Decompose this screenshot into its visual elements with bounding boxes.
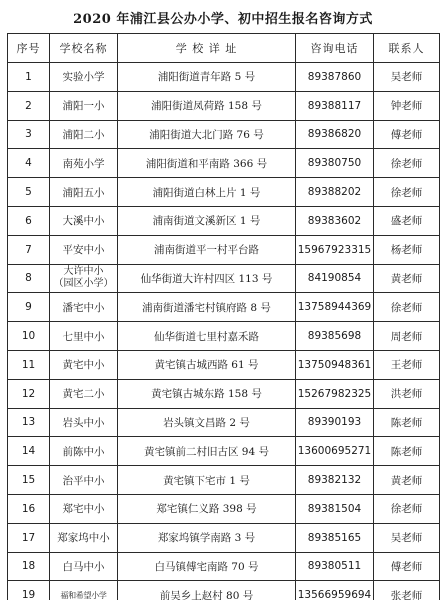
school-address: 黄宅镇前二村旧古区 94 号 — [118, 437, 296, 466]
row-number: 18 — [8, 552, 50, 581]
school-name: 七里中小 — [50, 322, 118, 351]
row-number: 11 — [8, 350, 50, 379]
school-contact-table — [7, 33, 440, 600]
row-number: 9 — [8, 293, 50, 322]
contact-person: 洪老师 — [374, 379, 440, 408]
school-name: 前陈中小 — [50, 437, 118, 466]
school-name: 浦阳一小 — [50, 91, 118, 120]
row-number: 14 — [8, 437, 50, 466]
row-number: 17 — [8, 523, 50, 552]
contact-person: 吴老师 — [374, 523, 440, 552]
contact-person: 杨老师 — [374, 235, 440, 264]
phone-number: 89385165 — [296, 523, 374, 552]
table-row — [8, 350, 440, 379]
table-body — [8, 63, 440, 600]
school-name: 潘宅中小 — [50, 293, 118, 322]
table-row — [8, 437, 440, 466]
school-name: 大溪中小 — [50, 206, 118, 235]
school-address: 郑宅镇仁义路 398 号 — [118, 494, 296, 523]
school-name-line: （园区小学） — [53, 278, 114, 290]
school-address: 白马镇傅宅南路 70 号 — [118, 552, 296, 581]
header-school-name: 学校名称 — [50, 34, 118, 63]
contact-person: 黄老师 — [374, 264, 440, 293]
table-row — [8, 149, 440, 178]
row-number: 2 — [8, 91, 50, 120]
row-number: 12 — [8, 379, 50, 408]
school-name: 黄宅二小 — [50, 379, 118, 408]
school-name: 南苑小学 — [50, 149, 118, 178]
school-address: 浦南街道平一村平台路 — [118, 235, 296, 264]
school-name: 黄宅中小 — [50, 350, 118, 379]
row-number: 8 — [8, 264, 50, 293]
row-number: 6 — [8, 206, 50, 235]
contact-person: 吴老师 — [374, 63, 440, 92]
table-row — [8, 552, 440, 581]
row-number: 19 — [8, 581, 50, 600]
contact-person: 王老师 — [374, 350, 440, 379]
school-address: 黄宅镇古城东路 158 号 — [118, 379, 296, 408]
phone-number: 89383602 — [296, 206, 374, 235]
row-number: 7 — [8, 235, 50, 264]
row-number: 5 — [8, 178, 50, 207]
row-number: 13 — [8, 408, 50, 437]
school-name-line: 大许中小 — [63, 266, 104, 278]
contact-person: 徐老师 — [374, 293, 440, 322]
contact-person: 陈老师 — [374, 408, 440, 437]
document-title: 2020 年浦江县公办小学、初中招生报名咨询方式 — [73, 12, 373, 27]
phone-number: 89387860 — [296, 63, 374, 92]
school-address: 浦阳街道和平南路 366 号 — [118, 149, 296, 178]
phone-number: 13566959694 — [296, 581, 374, 600]
school-name: 治平中小 — [50, 466, 118, 495]
phone-number: 13600695271 — [296, 437, 374, 466]
school-name: 浦阳五小 — [50, 178, 118, 207]
phone-number: 89380750 — [296, 149, 374, 178]
header-contact: 联系人 — [374, 34, 440, 63]
phone-number: 89388202 — [296, 178, 374, 207]
table-row — [8, 91, 440, 120]
table-row — [8, 264, 440, 293]
contact-person: 徐老师 — [374, 494, 440, 523]
phone-number: 89380511 — [296, 552, 374, 581]
row-number: 16 — [8, 494, 50, 523]
header-no: 序号 — [8, 34, 50, 63]
phone-number: 15967923315 — [296, 235, 374, 264]
school-address: 黄宅镇古城西路 61 号 — [118, 350, 296, 379]
school-address: 浦阳街道大北门路 76 号 — [118, 120, 296, 149]
table-row — [8, 379, 440, 408]
table-row — [8, 206, 440, 235]
contact-person: 张老师 — [374, 581, 440, 600]
school-name: 白马中小 — [50, 552, 118, 581]
table-row — [8, 494, 440, 523]
school-name: 郑宅中小 — [50, 494, 118, 523]
contact-person: 徐老师 — [374, 149, 440, 178]
table-header — [8, 34, 440, 63]
row-number: 1 — [8, 63, 50, 92]
school-name: 平安中小 — [50, 235, 118, 264]
phone-number: 89385698 — [296, 322, 374, 351]
school-name: 岩头中小 — [50, 408, 118, 437]
school-address: 仙华街道七里村嘉禾路 — [118, 322, 296, 351]
table-row — [8, 120, 440, 149]
header-address: 学 校 详 址 — [118, 34, 296, 63]
phone-number: 13750948361 — [296, 350, 374, 379]
header-phone: 咨询电话 — [296, 34, 374, 63]
phone-number: 89388117 — [296, 91, 374, 120]
table-row — [8, 466, 440, 495]
phone-number: 13758944369 — [296, 293, 374, 322]
contact-person: 钟老师 — [374, 91, 440, 120]
school-address: 浦阳街道青年路 5 号 — [118, 63, 296, 92]
school-address: 郑家坞镇学南路 3 号 — [118, 523, 296, 552]
school-name: 实验小学 — [50, 63, 118, 92]
phone-number: 89386820 — [296, 120, 374, 149]
school-name: 浦阳二小 — [50, 120, 118, 149]
contact-person: 盛老师 — [374, 206, 440, 235]
table-row — [8, 235, 440, 264]
phone-number: 84190854 — [296, 264, 374, 293]
contact-person: 周老师 — [374, 322, 440, 351]
table-row — [8, 408, 440, 437]
contact-person: 傅老师 — [374, 120, 440, 149]
contact-person: 傅老师 — [374, 552, 440, 581]
table-row — [8, 63, 440, 92]
row-number: 3 — [8, 120, 50, 149]
row-number: 10 — [8, 322, 50, 351]
table-row — [8, 293, 440, 322]
table-row — [8, 322, 440, 351]
contact-person: 黄老师 — [374, 466, 440, 495]
school-address: 黄宅镇下宅市 1 号 — [118, 466, 296, 495]
school-address: 岩头镇文昌路 2 号 — [118, 408, 296, 437]
school-address: 浦阳街道白林上片 1 号 — [118, 178, 296, 207]
school-address: 浦南街道潘宅村镇府路 8 号 — [118, 293, 296, 322]
school-address: 仙华街道大许村四区 113 号 — [118, 264, 296, 293]
school-name — [50, 264, 118, 293]
row-number: 15 — [8, 466, 50, 495]
school-name: 郑家坞中小 — [50, 523, 118, 552]
table-row — [8, 581, 440, 600]
phone-number: 89382132 — [296, 466, 374, 495]
header-row — [8, 34, 440, 63]
contact-person: 陈老师 — [374, 437, 440, 466]
school-address: 浦南街道文溪新区 1 号 — [118, 206, 296, 235]
phone-number: 15267982325 — [296, 379, 374, 408]
row-number: 4 — [8, 149, 50, 178]
school-name: 福和希望小学 — [50, 581, 118, 600]
school-address: 前吴乡上赵村 80 号 — [118, 581, 296, 600]
table-row — [8, 178, 440, 207]
contact-person: 徐老师 — [374, 178, 440, 207]
phone-number: 89390193 — [296, 408, 374, 437]
phone-number: 89381504 — [296, 494, 374, 523]
table-row — [8, 523, 440, 552]
school-address: 浦阳街道凤荷路 158 号 — [118, 91, 296, 120]
